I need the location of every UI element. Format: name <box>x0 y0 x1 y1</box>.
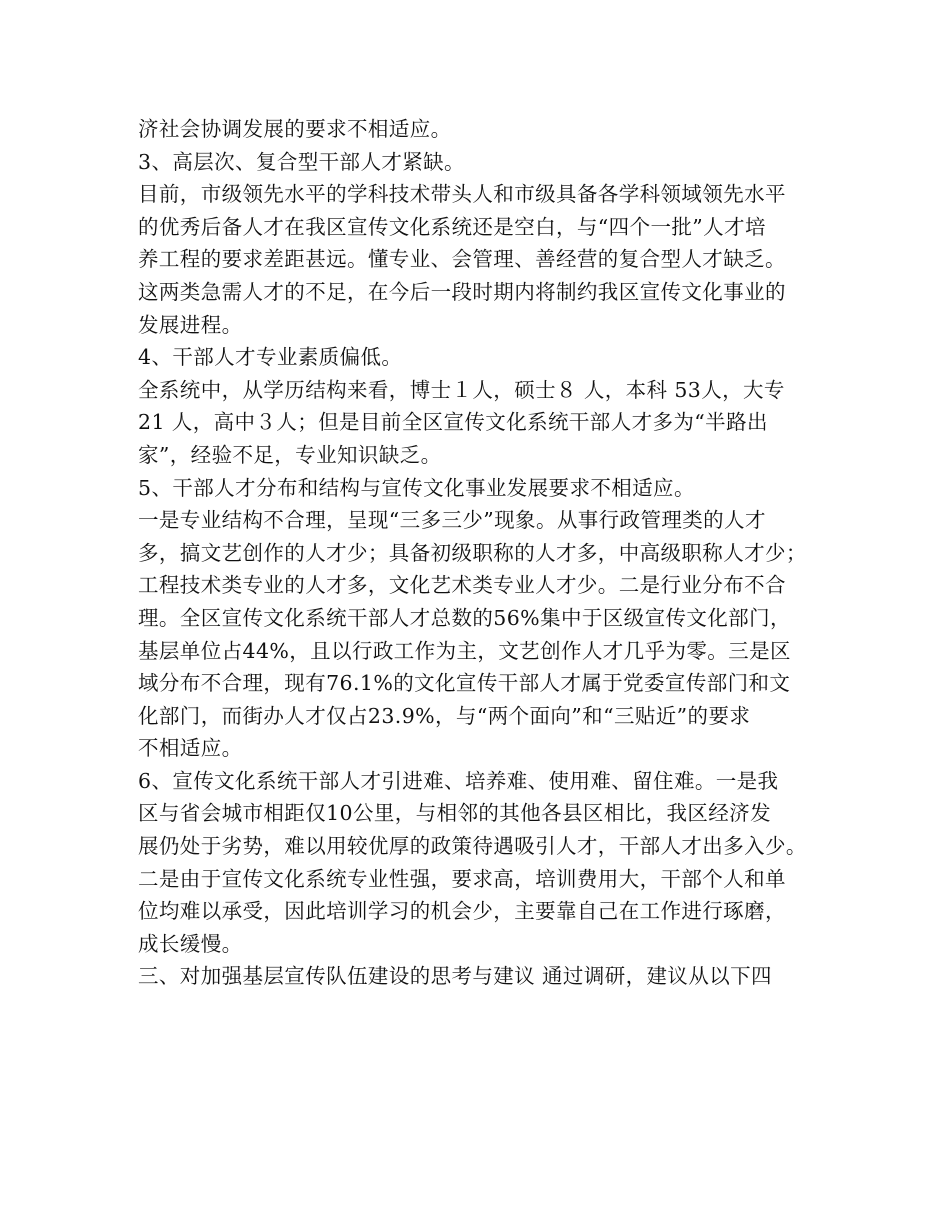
text-line: 目前，市级领先水平的学科技术带头人和市级具备各学科领域领先水平 <box>138 182 786 207</box>
text-line: 域分布不合理，现有76.1%的文化宣传干部人才属于党委宣传部门和文 <box>138 671 791 696</box>
section-heading: 6、宣传文化系统干部人才引进难、培养难、使用难、留住难。一是我 <box>138 768 779 793</box>
text-line: 这两类急需人才的不足，在今后一段时期内将制约我区宣传文化事业的 <box>138 279 786 304</box>
text-line: 理。全区宣传文化系统干部人才总数的56%集中于区级宣传文化部门， <box>138 605 791 630</box>
text-line: 全系统中，从学历结构来看，博士１人，硕士８ 人，本科 53人，大专 <box>138 377 785 402</box>
text-line: 一是专业结构不合理，呈现“三多三少”现象。从事行政管理类的人才 <box>138 508 766 533</box>
text-line: 发展进程。 <box>138 312 243 337</box>
text-line: 的优秀后备人才在我区宣传文化系统还是空白，与“四个一批”人才培 <box>138 214 766 239</box>
text-line: 21 人，高中３人；但是目前全区宣传文化系统干部人才多为“半路出 <box>138 410 768 435</box>
section-heading: 5、干部人才分布和结构与宣传文化事业发展要求不相适应。 <box>138 475 695 500</box>
text-line: 不相适应。 <box>138 736 243 761</box>
document-body <box>138 113 828 993</box>
text-line: 成长缓慢。 <box>138 931 243 956</box>
text-line: 化部门，而街办人才仅占23.9%，与“两个面向”和“三贴近”的要求 <box>138 703 751 728</box>
text-line: 展仍处于劣势，难以用较优厚的政策待遇吸引人才，干部人才出多入少。 <box>138 834 807 859</box>
text-line: 养工程的要求差距甚远。懂专业、会管理、善经营的复合型人才缺乏。 <box>138 247 786 272</box>
section-heading: 4、干部人才专业素质偏低。 <box>138 345 403 370</box>
text-line: 基层单位占44%，且以行政工作为主，文艺创作人才几乎为零。三是区 <box>138 638 791 663</box>
section-heading: 三、对加强基层宣传队伍建设的思考与建议 通过调研，建议从以下四 <box>138 964 772 989</box>
text-line: 位均难以承受，因此培训学习的机会少，主要靠自己在工作进行琢磨， <box>138 899 786 924</box>
section-heading: 3、高层次、复合型干部人才紧缺。 <box>138 149 465 174</box>
text-line: 家”，经验不足，专业知识缺乏。 <box>138 442 442 467</box>
text-line: 二是由于宣传文化系统专业性强，要求高，培训费用大，干部个人和单 <box>138 866 786 891</box>
text-line: 工程技术类专业的人才多，文化艺术类专业人才少。二是行业分布不合 <box>138 573 786 598</box>
text-line: 多，搞文艺创作的人才少；具备初级职称的人才多，中高级职称人才少； <box>138 540 807 565</box>
text-line: 区与省会城市相距仅10公里，与相邻的其他各县区相比，我区经济发 <box>138 801 771 826</box>
text-line: 济社会协调发展的要求不相适应。 <box>138 117 452 141</box>
